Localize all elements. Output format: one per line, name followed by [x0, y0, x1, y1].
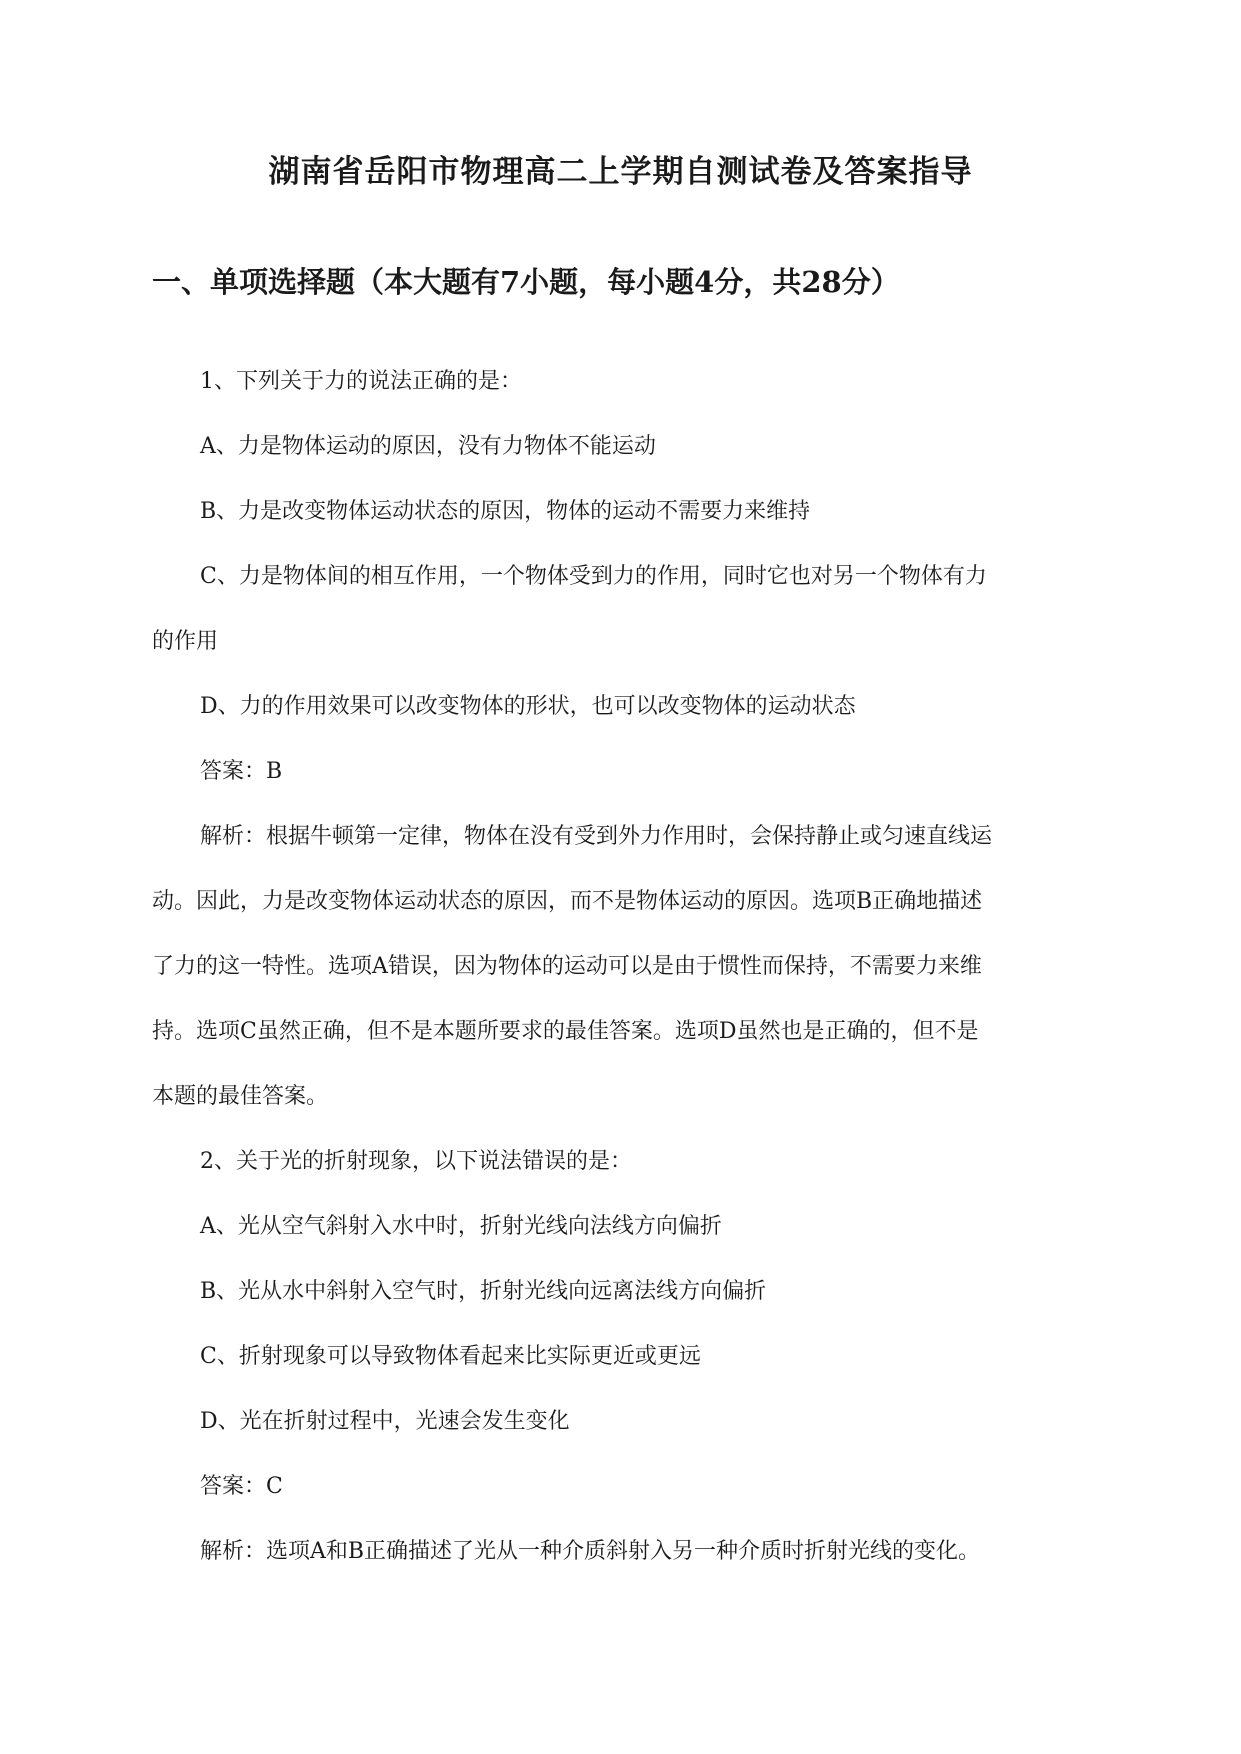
question-1-option-b: B、力是改变物体运动状态的原因，物体的运动不需要力来维持	[200, 499, 811, 524]
question-1-analysis-continued: 本题的最佳答案。	[152, 1084, 329, 1109]
question-1-option-a: A、力是物体运动的原因，没有力物体不能运动	[200, 434, 656, 459]
question-2-option-c: C、折射现象可以导致物体看起来比实际更近或更远	[200, 1344, 701, 1369]
question-1-option-c: C、力是物体间的相互作用，一个物体受到力的作用，同时它也对另一个物体有力	[200, 564, 987, 589]
question-2	[152, 1129, 1097, 1584]
document-title: 湖南省岳阳市物理高二上学期自测试卷及答案指导	[268, 154, 973, 190]
question-2-option-b: B、光从水中斜射入空气时，折射光线向远离法线方向偏折	[200, 1279, 767, 1304]
question-1-analysis: 解析：根据牛顿第一定律，物体在没有受到外力作用时，会保持静止或匀速直线运	[200, 824, 993, 849]
question-2-stem: 2、关于光的折射现象，以下说法错误的是：	[200, 1149, 632, 1174]
question-1-option-d: D、力的作用效果可以改变物体的形状，也可以改变物体的运动状态	[200, 694, 856, 719]
question-2-answer: 答案：C	[200, 1474, 283, 1499]
question-1-option-c-continued: 的作用	[152, 629, 219, 654]
question-1-analysis-continued: 动。因此，力是改变物体运动状态的原因，而不是物体运动的原因。选项B正确地描述	[152, 889, 983, 914]
question-1-stem: 1、下列关于力的说法正确的是：	[200, 369, 522, 394]
question-2-option-a: A、光从空气斜射入水中时，折射光线向法线方向偏折	[200, 1214, 722, 1239]
question-2-option-d: D、光在折射过程中，光速会发生变化	[200, 1409, 570, 1434]
question-1-answer: 答案：B	[200, 759, 283, 784]
question-content	[152, 349, 1097, 1584]
question-2-analysis: 解析：选项A和B正确描述了光从一种介质斜射入另一种介质时折射光线的变化。	[200, 1539, 981, 1564]
question-1-analysis-continued: 持。选项C虽然正确，但不是本题所要求的最佳答案。选项D虽然也是正确的，但不是	[152, 1019, 979, 1044]
question-1-analysis-continued: 了力的这一特性。选项A错误，因为物体的运动可以是由于惯性而保持，不需要力来维	[152, 954, 982, 979]
question-1	[152, 349, 1097, 1129]
section-heading: 一、单项选择题（本大题有7小题，每小题4分，共28分）	[152, 265, 900, 299]
